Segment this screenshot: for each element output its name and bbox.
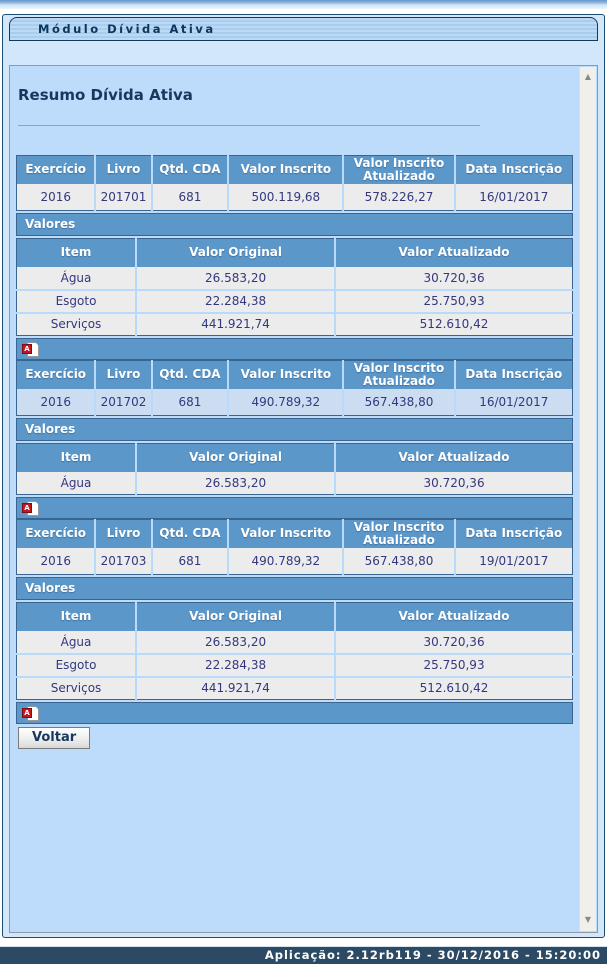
cell-livro: 201701 <box>95 184 151 211</box>
col-header-data-inscricao: Data Inscrição <box>455 156 573 184</box>
col-header-data-inscricao: Data Inscrição <box>455 520 573 548</box>
cell-valor-atualizado: 30.720,36 <box>335 267 572 290</box>
col-header-valor-atualizado: Valor Atualizado <box>335 444 572 472</box>
debt-blocks-container <box>16 155 573 724</box>
table-header-row <box>17 444 573 472</box>
module-tab-header <box>9 17 598 41</box>
valores-row <box>17 290 573 313</box>
pdf-export-row <box>16 497 573 519</box>
cell-valor-atualizado: 30.720,36 <box>335 631 572 654</box>
col-header-valor-original: Valor Original <box>136 603 335 631</box>
table-header-row <box>17 520 573 548</box>
cell-valor-inscrito-atualizado: 567.438,80 <box>343 389 454 416</box>
col-header-item: Item <box>17 603 137 631</box>
col-header-valor-inscrito: Valor Inscrito <box>228 361 343 389</box>
table-header-row <box>17 239 573 267</box>
table-header-row <box>17 361 573 389</box>
col-header-valor-inscrito-atualizado: Valor Inscrito Atualizado <box>343 520 454 548</box>
cell-qtd-cda: 681 <box>152 548 229 575</box>
module-title: Módulo Dívida Ativa <box>38 22 216 36</box>
application-version-label: Aplicação: 2.12rb119 - 30/12/2016 - 15:20:00 <box>264 948 601 962</box>
col-header-item: Item <box>17 239 137 267</box>
col-header-exercicio: Exercício <box>17 361 96 389</box>
pdf-icon[interactable]: A <box>22 342 39 358</box>
col-header-valor-inscrito: Valor Inscrito <box>228 156 343 184</box>
vertical-scrollbar[interactable] <box>579 67 596 931</box>
col-header-valor-atualizado: Valor Atualizado <box>335 603 572 631</box>
cell-item: Serviços <box>17 313 137 336</box>
cell-valor-atualizado: 512.610,42 <box>335 313 572 336</box>
table-row <box>17 184 573 211</box>
pdf-icon[interactable]: A <box>22 501 39 517</box>
cell-valor-inscrito-atualizado: 578.226,27 <box>343 184 454 211</box>
cell-valor-atualizado: 512.610,42 <box>335 677 572 700</box>
col-header-qtd-cda: Qtd. CDA <box>152 361 229 389</box>
col-header-valor-original: Valor Original <box>136 239 335 267</box>
voltar-button[interactable]: Voltar <box>18 727 90 749</box>
debt-summary-table <box>16 519 573 575</box>
col-header-exercicio: Exercício <box>17 156 96 184</box>
cell-valor-original: 441.921,74 <box>136 313 335 336</box>
cell-qtd-cda: 681 <box>152 389 229 416</box>
cell-livro: 201702 <box>95 389 151 416</box>
cell-data-inscricao: 16/01/2017 <box>455 184 573 211</box>
cell-exercicio: 2016 <box>17 548 96 575</box>
cell-exercicio: 2016 <box>17 389 96 416</box>
cell-valor-inscrito-atualizado: 567.438,80 <box>343 548 454 575</box>
valores-row <box>17 313 573 336</box>
cell-valor-inscrito: 490.789,32 <box>228 389 343 416</box>
cell-data-inscricao: 16/01/2017 <box>455 389 573 416</box>
table-header-row <box>17 603 573 631</box>
col-header-valor-inscrito: Valor Inscrito <box>228 520 343 548</box>
debt-record-block <box>16 360 573 519</box>
page-title: Resumo Dívida Ativa <box>18 86 193 104</box>
cell-item: Água <box>17 631 137 654</box>
cell-data-inscricao: 19/01/2017 <box>455 548 573 575</box>
valores-section-header: Valores <box>16 213 573 236</box>
title-divider <box>18 125 480 126</box>
cell-valor-original: 26.583,20 <box>136 631 335 654</box>
valores-row <box>17 654 573 677</box>
valores-section-header: Valores <box>16 418 573 441</box>
col-header-livro: Livro <box>95 520 151 548</box>
col-header-qtd-cda: Qtd. CDA <box>152 520 229 548</box>
col-header-valor-inscrito-atualizado: Valor Inscrito Atualizado <box>343 361 454 389</box>
table-header-row <box>17 156 573 184</box>
module-panel <box>2 14 605 938</box>
valores-row <box>17 472 573 495</box>
col-header-valor-inscrito-atualizado: Valor Inscrito Atualizado <box>343 156 454 184</box>
cell-qtd-cda: 681 <box>152 184 229 211</box>
scroll-down-icon[interactable]: ▼ <box>584 915 592 924</box>
col-header-livro: Livro <box>95 361 151 389</box>
col-header-data-inscricao: Data Inscrição <box>455 361 573 389</box>
pdf-export-row <box>16 338 573 360</box>
cell-livro: 201703 <box>95 548 151 575</box>
status-bar <box>0 946 607 964</box>
cell-item: Esgoto <box>17 654 137 677</box>
col-header-qtd-cda: Qtd. CDA <box>152 156 229 184</box>
table-row <box>17 389 573 416</box>
content-panel <box>9 65 598 933</box>
valores-table <box>16 443 573 495</box>
col-header-livro: Livro <box>95 156 151 184</box>
cell-item: Água <box>17 472 137 495</box>
pdf-icon[interactable]: A <box>22 706 39 722</box>
cell-exercicio: 2016 <box>17 184 96 211</box>
valores-row <box>17 267 573 290</box>
cell-valor-inscrito: 490.789,32 <box>228 548 343 575</box>
top-gradient-strip <box>0 0 607 10</box>
cell-item: Serviços <box>17 677 137 700</box>
cell-valor-atualizado: 30.720,36 <box>335 472 572 495</box>
cell-valor-original: 22.284,38 <box>136 654 335 677</box>
col-header-valor-original: Valor Original <box>136 444 335 472</box>
debt-summary-table <box>16 155 573 211</box>
col-header-valor-atualizado: Valor Atualizado <box>335 239 572 267</box>
cell-valor-original: 441.921,74 <box>136 677 335 700</box>
valores-row <box>17 677 573 700</box>
cell-item: Água <box>17 267 137 290</box>
col-header-item: Item <box>17 444 137 472</box>
content-area <box>10 66 579 932</box>
cell-valor-original: 26.583,20 <box>136 267 335 290</box>
debt-record-block <box>16 519 573 724</box>
cell-valor-atualizado: 25.750,93 <box>335 654 572 677</box>
pdf-export-row <box>16 702 573 724</box>
cell-valor-original: 26.583,20 <box>136 472 335 495</box>
col-header-exercicio: Exercício <box>17 520 96 548</box>
valores-section-header: Valores <box>16 577 573 600</box>
debt-record-block <box>16 155 573 360</box>
cell-valor-atualizado: 25.750,93 <box>335 290 572 313</box>
valores-table <box>16 602 573 700</box>
valores-table <box>16 238 573 336</box>
cell-item: Esgoto <box>17 290 137 313</box>
table-row <box>17 548 573 575</box>
scroll-up-icon[interactable]: ▲ <box>584 72 592 81</box>
valores-row <box>17 631 573 654</box>
cell-valor-original: 22.284,38 <box>136 290 335 313</box>
cell-valor-inscrito: 500.119,68 <box>228 184 343 211</box>
debt-summary-table <box>16 360 573 416</box>
